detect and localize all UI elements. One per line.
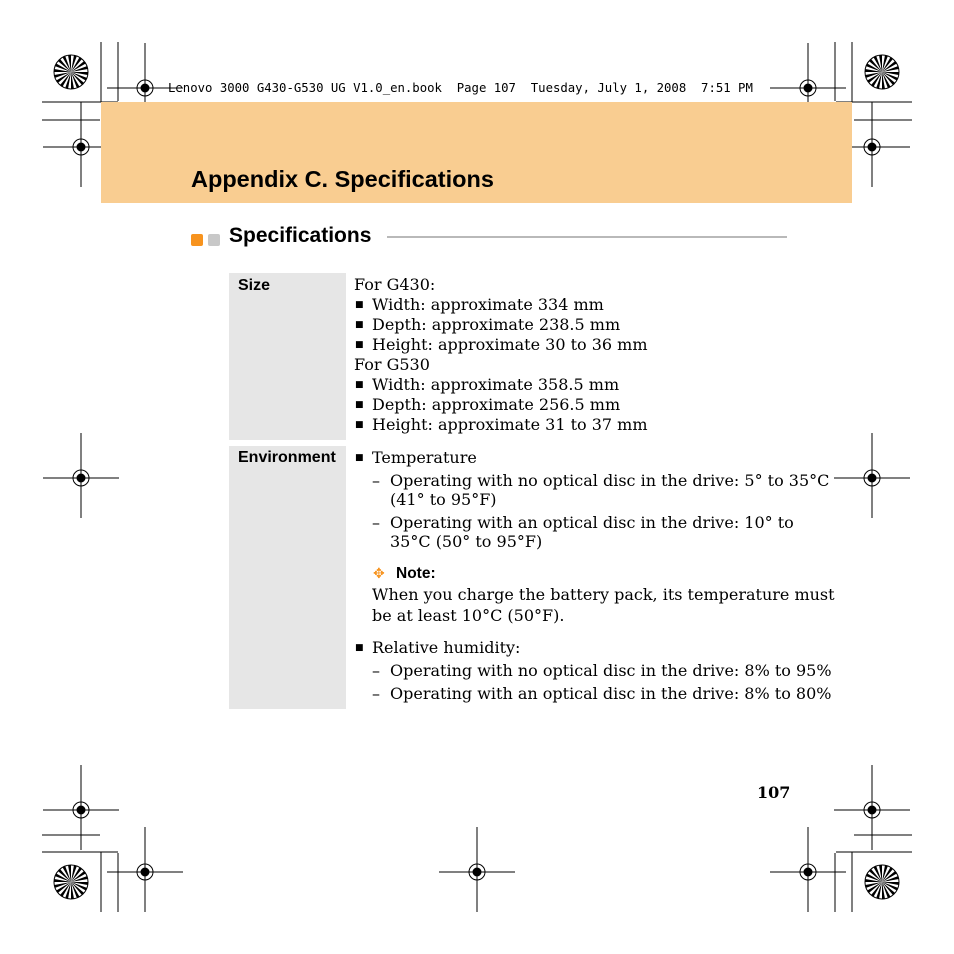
bullet-icon: ■ [355,400,364,410]
temp-disc-line2: 35°C (50° to 95°F) [390,532,543,551]
list-item: Depth: approximate 256.5 mm [372,395,621,414]
bullet-icon: ■ [355,643,364,653]
section-heading [191,224,791,252]
size-label-cell [229,273,346,440]
list-item: Depth: approximate 238.5 mm [372,315,621,334]
bullet-icon: ■ [355,320,364,330]
list-item: Width: approximate 358.5 mm [372,375,620,394]
list-item: Height: approximate 31 to 37 mm [372,415,648,434]
section-square-gray-icon [208,234,220,246]
note-line1: When you charge the battery pack, its temperature must [372,585,835,604]
crosshair-icon [834,433,910,518]
registration-wheel-icon [865,865,899,899]
section-title: Specifications [229,224,372,247]
temp-no-disc-line2: (41° to 95°F) [390,490,497,509]
environment-label: Environment [238,449,336,466]
dash-icon: – [372,513,380,532]
list-item: Width: approximate 334 mm [372,295,604,314]
note-line2: be at least 10°C (50°F). [372,606,565,625]
registration-wheel-icon [865,55,899,89]
registration-wheel-icon [54,55,88,89]
temperature-item: Temperature [372,448,477,467]
bullet-icon: ■ [355,453,364,463]
chapter-title: Appendix C. Specifications [191,166,494,192]
dash-icon: – [372,661,380,680]
temp-disc-line1: Operating with an optical disc in the drive: 10° to [390,513,794,532]
humid-disc: Operating with an optical disc in the drive: 8% to 80% [390,684,832,703]
size-label: Size [238,277,271,294]
g530-heading: For G530 [354,355,430,374]
section-rule [387,236,787,238]
humidity-item: Relative humidity: [372,638,521,657]
diamond-note-icon: ✥ [373,566,385,582]
crosshair-icon [439,827,515,912]
crosshair-icon [43,433,119,518]
environment-label-cell [229,446,346,709]
bullet-icon: ■ [355,340,364,350]
crosshair-icon [834,765,910,850]
bullet-icon: ■ [355,380,364,390]
temp-no-disc-line1: Operating with no optical disc in the drive: 5° to 35°C [390,471,830,490]
g430-heading: For G430: [354,275,436,294]
note-label: Note: [396,565,436,582]
humid-no-disc: Operating with no optical disc in the drive: 8% to 95% [390,661,832,680]
section-square-orange-icon [191,234,203,246]
crosshair-icon [43,765,119,850]
bullet-icon: ■ [355,300,364,310]
list-item: Height: approximate 30 to 36 mm [372,335,648,354]
dash-icon: – [372,684,380,703]
page-number: 107 [757,783,791,802]
registration-wheel-icon [54,865,88,899]
bullet-icon: ■ [355,420,364,430]
print-header: Lenovo 3000 G430-G530 UG V1.0_en.book Page 107 Tuesday, July 1, 2008 7:51 PM [168,81,753,95]
dash-icon: – [372,471,380,490]
